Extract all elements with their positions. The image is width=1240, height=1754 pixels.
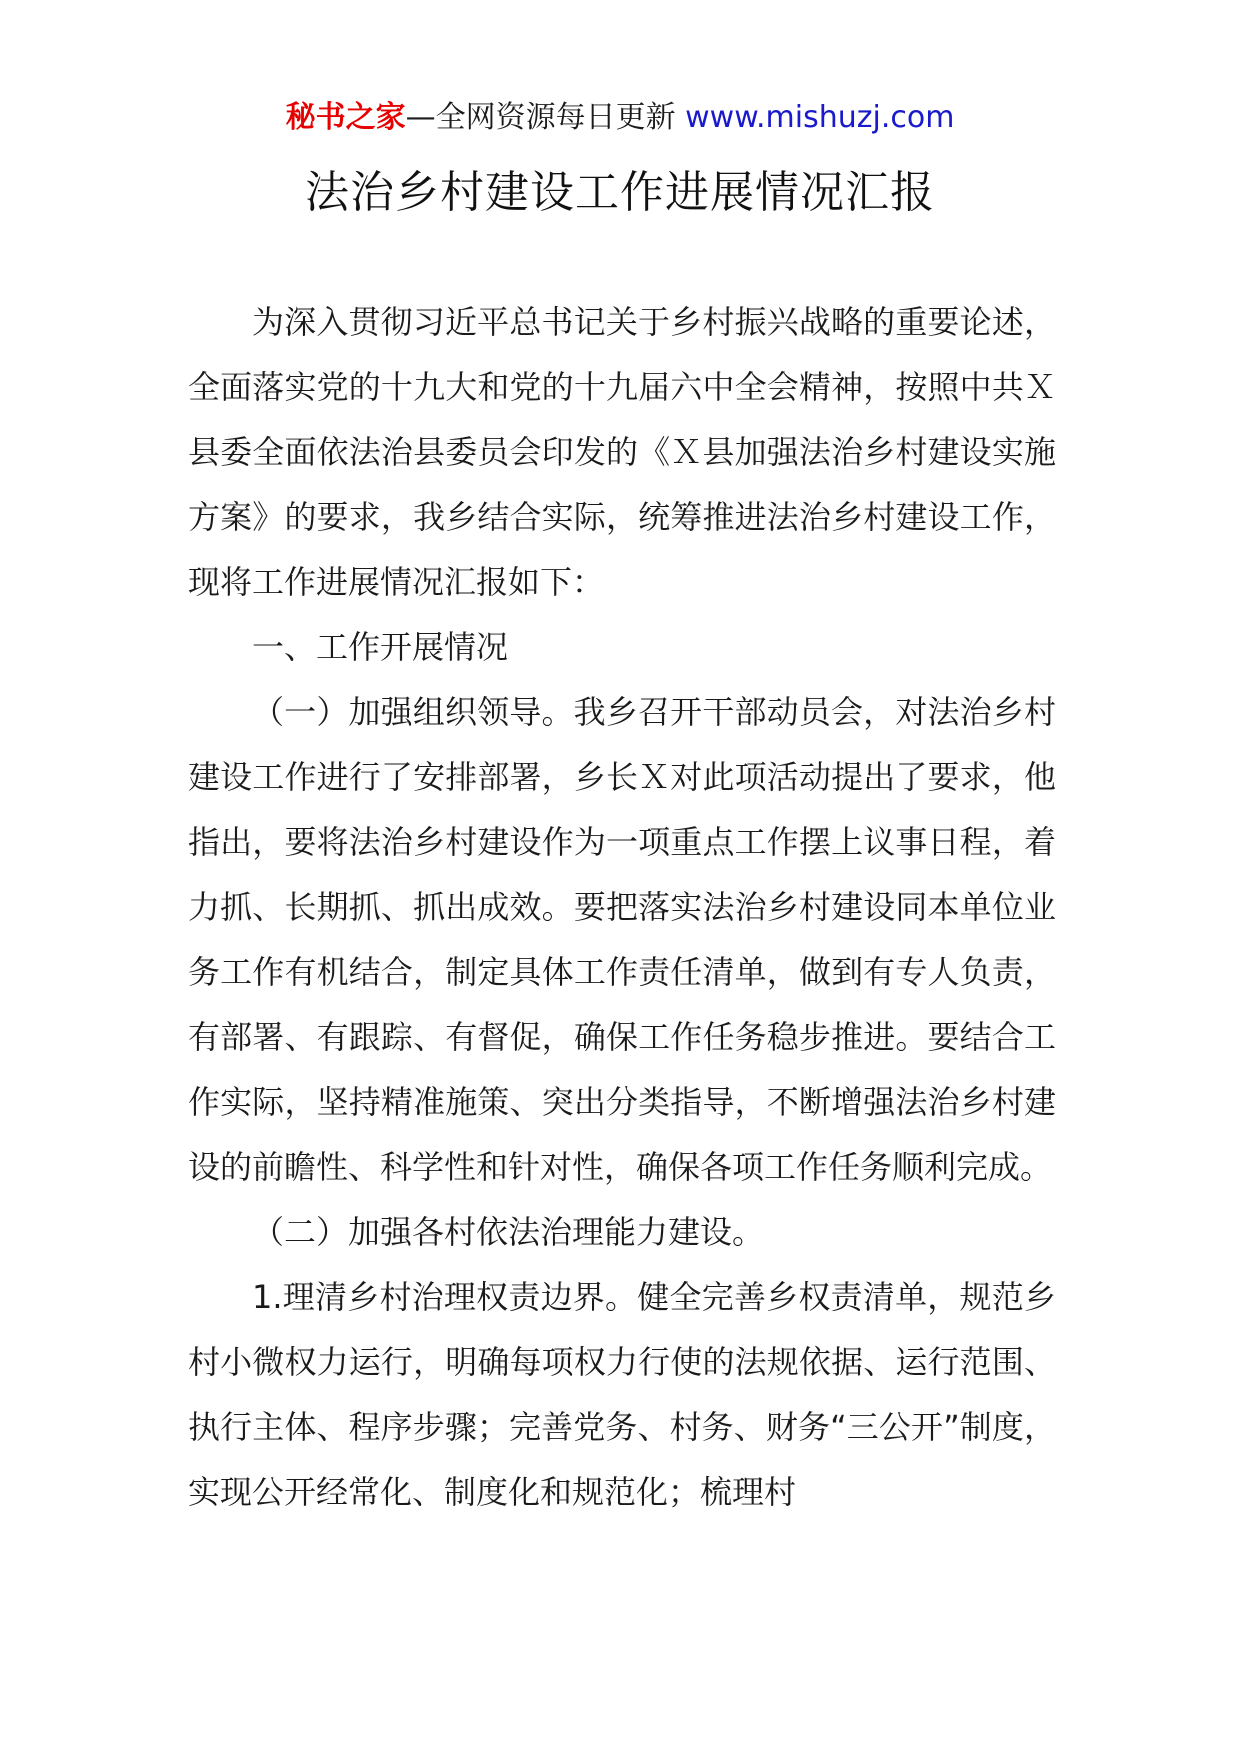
- document-title: 法治乡村建设工作进展情况汇报: [305, 167, 935, 218]
- brand-name: 秘书之家: [285, 100, 406, 135]
- document-body: [188, 290, 1056, 1525]
- paragraph-item-1: 1.理清乡村治理权责边界。健全完善乡权责清单，规范乡村小微权力运行，明确每项权力行使的法规依据、运行范围、执行主体、程序步骤；完善党务、村务、财务“三公开”制度，实现公开经常化、制度化和规范化；梳理村: [188, 1278, 1056, 1511]
- paragraph-organization: （一）加强组织领导。我乡召开干部动员会，对法治乡村建设工作进行了安排部署，乡长Ｘ对此项活动提出了要求，他指出，要将法治乡村建设作为一项重点工作摆上议事日程，着力抓、长期抓、抓出成效。要把落实法治乡村建设同本单位业务工作有机结合，制定具体工作责任清单，做到有专人负责，有部署、有跟踪、有督促，确保工作任务稳步推进。要结合工作实际，坚持精准施策、突出分类指导，不断增强法治乡村建设的前瞻性、科学性和针对性，确保各项工作任务顺利完成。: [188, 693, 1056, 1186]
- site-url-link[interactable]: www.mishuzj.com: [685, 100, 955, 135]
- section-heading-1: 一、工作开展情况: [252, 628, 509, 666]
- site-tagline: —全网资源每日更新: [405, 100, 676, 135]
- site-header: [0, 98, 1240, 138]
- paragraph-intro: 为深入贯彻习近平总书记关于乡村振兴战略的重要论述，全面落实党的十九大和党的十九届六中全会精神，按照中共Ｘ县委全面依法治县委员会印发的《Ｘ县加强法治乡村建设实施方案》的要求，我乡结合实际，统筹推进法治乡村建设工作，现将工作进展情况汇报如下：: [188, 303, 1056, 601]
- subsection-heading-2: （二）加强各村依法治理能力建设。: [252, 1213, 765, 1251]
